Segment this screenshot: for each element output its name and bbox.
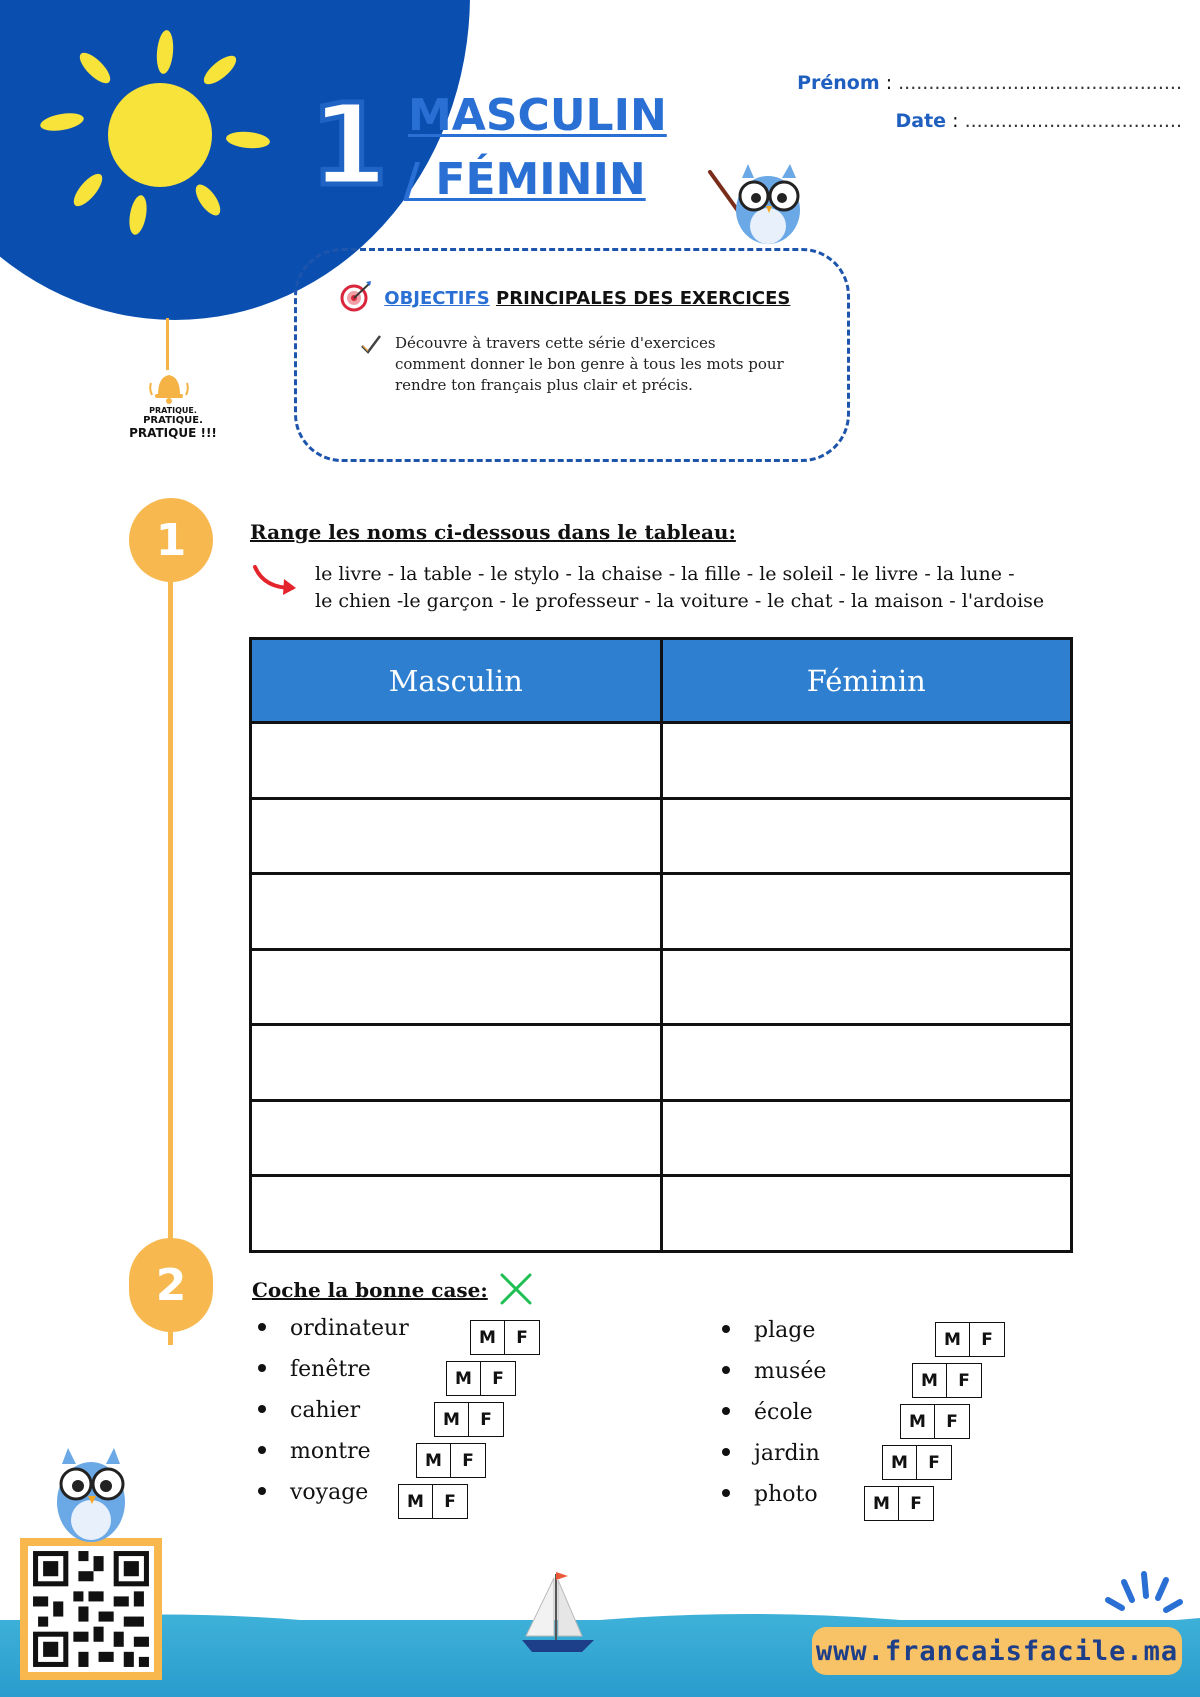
checkbox-feminin[interactable]: F (481, 1361, 516, 1396)
item-word: jardin (754, 1441, 820, 1466)
gender-checkbox-group (446, 1361, 516, 1396)
answer-cell-masculin[interactable] (251, 1025, 662, 1101)
list-item (722, 1441, 820, 1466)
bullet-icon (258, 1323, 266, 1331)
date-dots: .................................... (964, 110, 1182, 132)
gender-checkbox-group (912, 1363, 982, 1398)
checkbox-masculin[interactable]: M (470, 1320, 505, 1355)
table-row (251, 723, 1072, 799)
objectives-title-part2: PRINCIPALES DES EXERCICES (496, 288, 791, 309)
bullet-icon (258, 1487, 266, 1495)
word-list-line-1: le livre - la table - le stylo - la chaise - la fille - le soleil - le livre - la lune - (315, 563, 1015, 585)
bullet-icon (258, 1405, 266, 1413)
list-item (258, 1398, 360, 1423)
gender-checkbox-group (935, 1322, 1005, 1357)
bullet-icon (722, 1448, 730, 1456)
checkbox-feminin[interactable]: F (469, 1402, 504, 1437)
item-word: montre (290, 1439, 371, 1464)
answer-cell-feminin[interactable] (661, 1100, 1072, 1176)
list-item (258, 1316, 409, 1341)
green-x-icon (499, 1272, 533, 1306)
bullet-icon (258, 1446, 266, 1454)
checkbox-feminin[interactable]: F (970, 1322, 1005, 1357)
answer-cell-masculin[interactable] (251, 874, 662, 950)
date-separator: : (952, 110, 959, 132)
item-word: ordinateur (290, 1316, 409, 1341)
owl-teacher-icon (706, 160, 816, 250)
gender-checkbox-group (398, 1484, 468, 1519)
checkbox-masculin[interactable]: M (864, 1486, 899, 1521)
answer-cell-masculin[interactable] (251, 1176, 662, 1252)
word-list-line-2: le chien -le garçon - le professeur - la voiture - le chat - la maison - l'ardoise (315, 590, 1045, 612)
red-arrow-icon (252, 562, 298, 598)
bullet-icon (722, 1325, 730, 1333)
checkbox-feminin[interactable]: F (899, 1486, 934, 1521)
item-word: plage (754, 1318, 816, 1343)
checkbox-feminin[interactable]: F (505, 1320, 540, 1355)
item-word: école (754, 1400, 813, 1425)
prenom-label: Prénom (797, 72, 880, 94)
list-item (722, 1318, 815, 1343)
list-item (258, 1480, 368, 1505)
checkbox-feminin[interactable]: F (947, 1363, 982, 1398)
answer-cell-masculin[interactable] (251, 723, 662, 799)
exercise-timeline (168, 540, 173, 1345)
exercise-1-title: Range les noms ci-dessous dans le tableau: (250, 520, 736, 544)
pratique-line-2: PRATIQUE. (143, 415, 203, 427)
gender-checkbox-group (864, 1486, 934, 1521)
list-item (722, 1359, 826, 1384)
checkbox-masculin[interactable]: M (882, 1445, 917, 1480)
list-item (722, 1400, 813, 1425)
table-row (251, 1025, 1072, 1101)
water-splash-icon (1100, 1568, 1186, 1618)
objectives-text: Découvre à travers cette série d'exercices comment donner le bon genre à tous les mots pour rendre ton français plus clair et précis. (395, 334, 784, 394)
sailboat-icon (516, 1568, 600, 1660)
item-word: musée (754, 1359, 827, 1384)
qr-code-icon[interactable] (28, 1546, 154, 1672)
answer-cell-masculin[interactable] (251, 798, 662, 874)
table-row (251, 1100, 1072, 1176)
gender-checkbox-group (434, 1402, 504, 1437)
bell-icon (148, 365, 190, 407)
item-word: cahier (290, 1398, 361, 1423)
bullet-icon (722, 1489, 730, 1497)
title-line-1: MASCULIN (408, 90, 667, 141)
answer-cell-feminin[interactable] (661, 949, 1072, 1025)
checkbox-masculin[interactable]: M (900, 1404, 935, 1439)
column-header-feminin: Féminin (661, 639, 1072, 723)
checkmark-icon (360, 334, 382, 356)
table-row (251, 949, 1072, 1025)
objectives-title-part1: OBJECTIFS (384, 288, 490, 309)
target-icon (340, 280, 372, 312)
table-row (251, 798, 1072, 874)
exercise-1-number: 1 (129, 498, 213, 582)
checkbox-masculin[interactable]: M (434, 1402, 469, 1437)
checkbox-masculin[interactable]: M (398, 1484, 433, 1519)
answer-cell-feminin[interactable] (661, 723, 1072, 799)
checkbox-masculin[interactable]: M (446, 1361, 481, 1396)
prenom-separator: : (885, 72, 893, 94)
owl-mascot-icon (46, 1440, 136, 1544)
item-word: fenêtre (290, 1357, 371, 1382)
checkbox-feminin[interactable]: F (917, 1445, 952, 1480)
answer-cell-feminin[interactable] (661, 1025, 1072, 1101)
exercise-1-word-list (315, 561, 1044, 615)
bullet-icon (722, 1366, 730, 1374)
pratique-line-1: PRATIQUE. (149, 406, 197, 415)
list-item (258, 1439, 371, 1464)
answer-cell-masculin[interactable] (251, 949, 662, 1025)
answer-cell-masculin[interactable] (251, 1100, 662, 1176)
gender-checkbox-group (416, 1443, 486, 1478)
item-word: photo (754, 1482, 818, 1507)
date-label: Date (895, 110, 947, 132)
title-line-2: / FÉMININ (404, 154, 646, 205)
answer-cell-feminin[interactable] (661, 1176, 1072, 1252)
gender-checkbox-group (470, 1320, 540, 1355)
checkbox-masculin[interactable]: M (912, 1363, 947, 1398)
answer-cell-feminin[interactable] (661, 798, 1072, 874)
checkbox-masculin[interactable]: M (935, 1322, 970, 1357)
objectives-title (340, 280, 790, 312)
gender-checkbox-group (900, 1404, 970, 1439)
list-item (258, 1357, 371, 1382)
exercise-2-number: 2 (129, 1238, 213, 1332)
checkbox-feminin[interactable]: F (433, 1484, 468, 1519)
pratique-line-3: PRATIQUE !!! (129, 425, 217, 440)
website-badge[interactable]: www.francaisfacile.ma (812, 1627, 1182, 1675)
exercise-2-title: Coche la bonne case: (252, 1278, 488, 1302)
checkbox-feminin[interactable]: F (935, 1404, 970, 1439)
column-header-masculin: Masculin (251, 639, 662, 723)
checkbox-feminin[interactable]: F (451, 1443, 486, 1478)
qr-code-frame (20, 1538, 162, 1680)
item-word: voyage (290, 1480, 369, 1505)
pratique-text (118, 406, 228, 440)
prenom-dots: ............................................... (898, 72, 1182, 94)
gender-checkbox-group (882, 1445, 952, 1480)
checkbox-masculin[interactable]: M (416, 1443, 451, 1478)
table-row (251, 1176, 1072, 1252)
bell-string (166, 318, 169, 370)
table-row (251, 874, 1072, 950)
date-field[interactable] (896, 110, 1183, 132)
answer-table (249, 637, 1073, 1253)
bullet-icon (722, 1407, 730, 1415)
title-number: 1 (310, 81, 388, 211)
list-item (722, 1482, 818, 1507)
answer-cell-feminin[interactable] (661, 874, 1072, 950)
prenom-field[interactable] (797, 72, 1182, 94)
sun-icon (30, 10, 280, 240)
bullet-icon (258, 1364, 266, 1372)
